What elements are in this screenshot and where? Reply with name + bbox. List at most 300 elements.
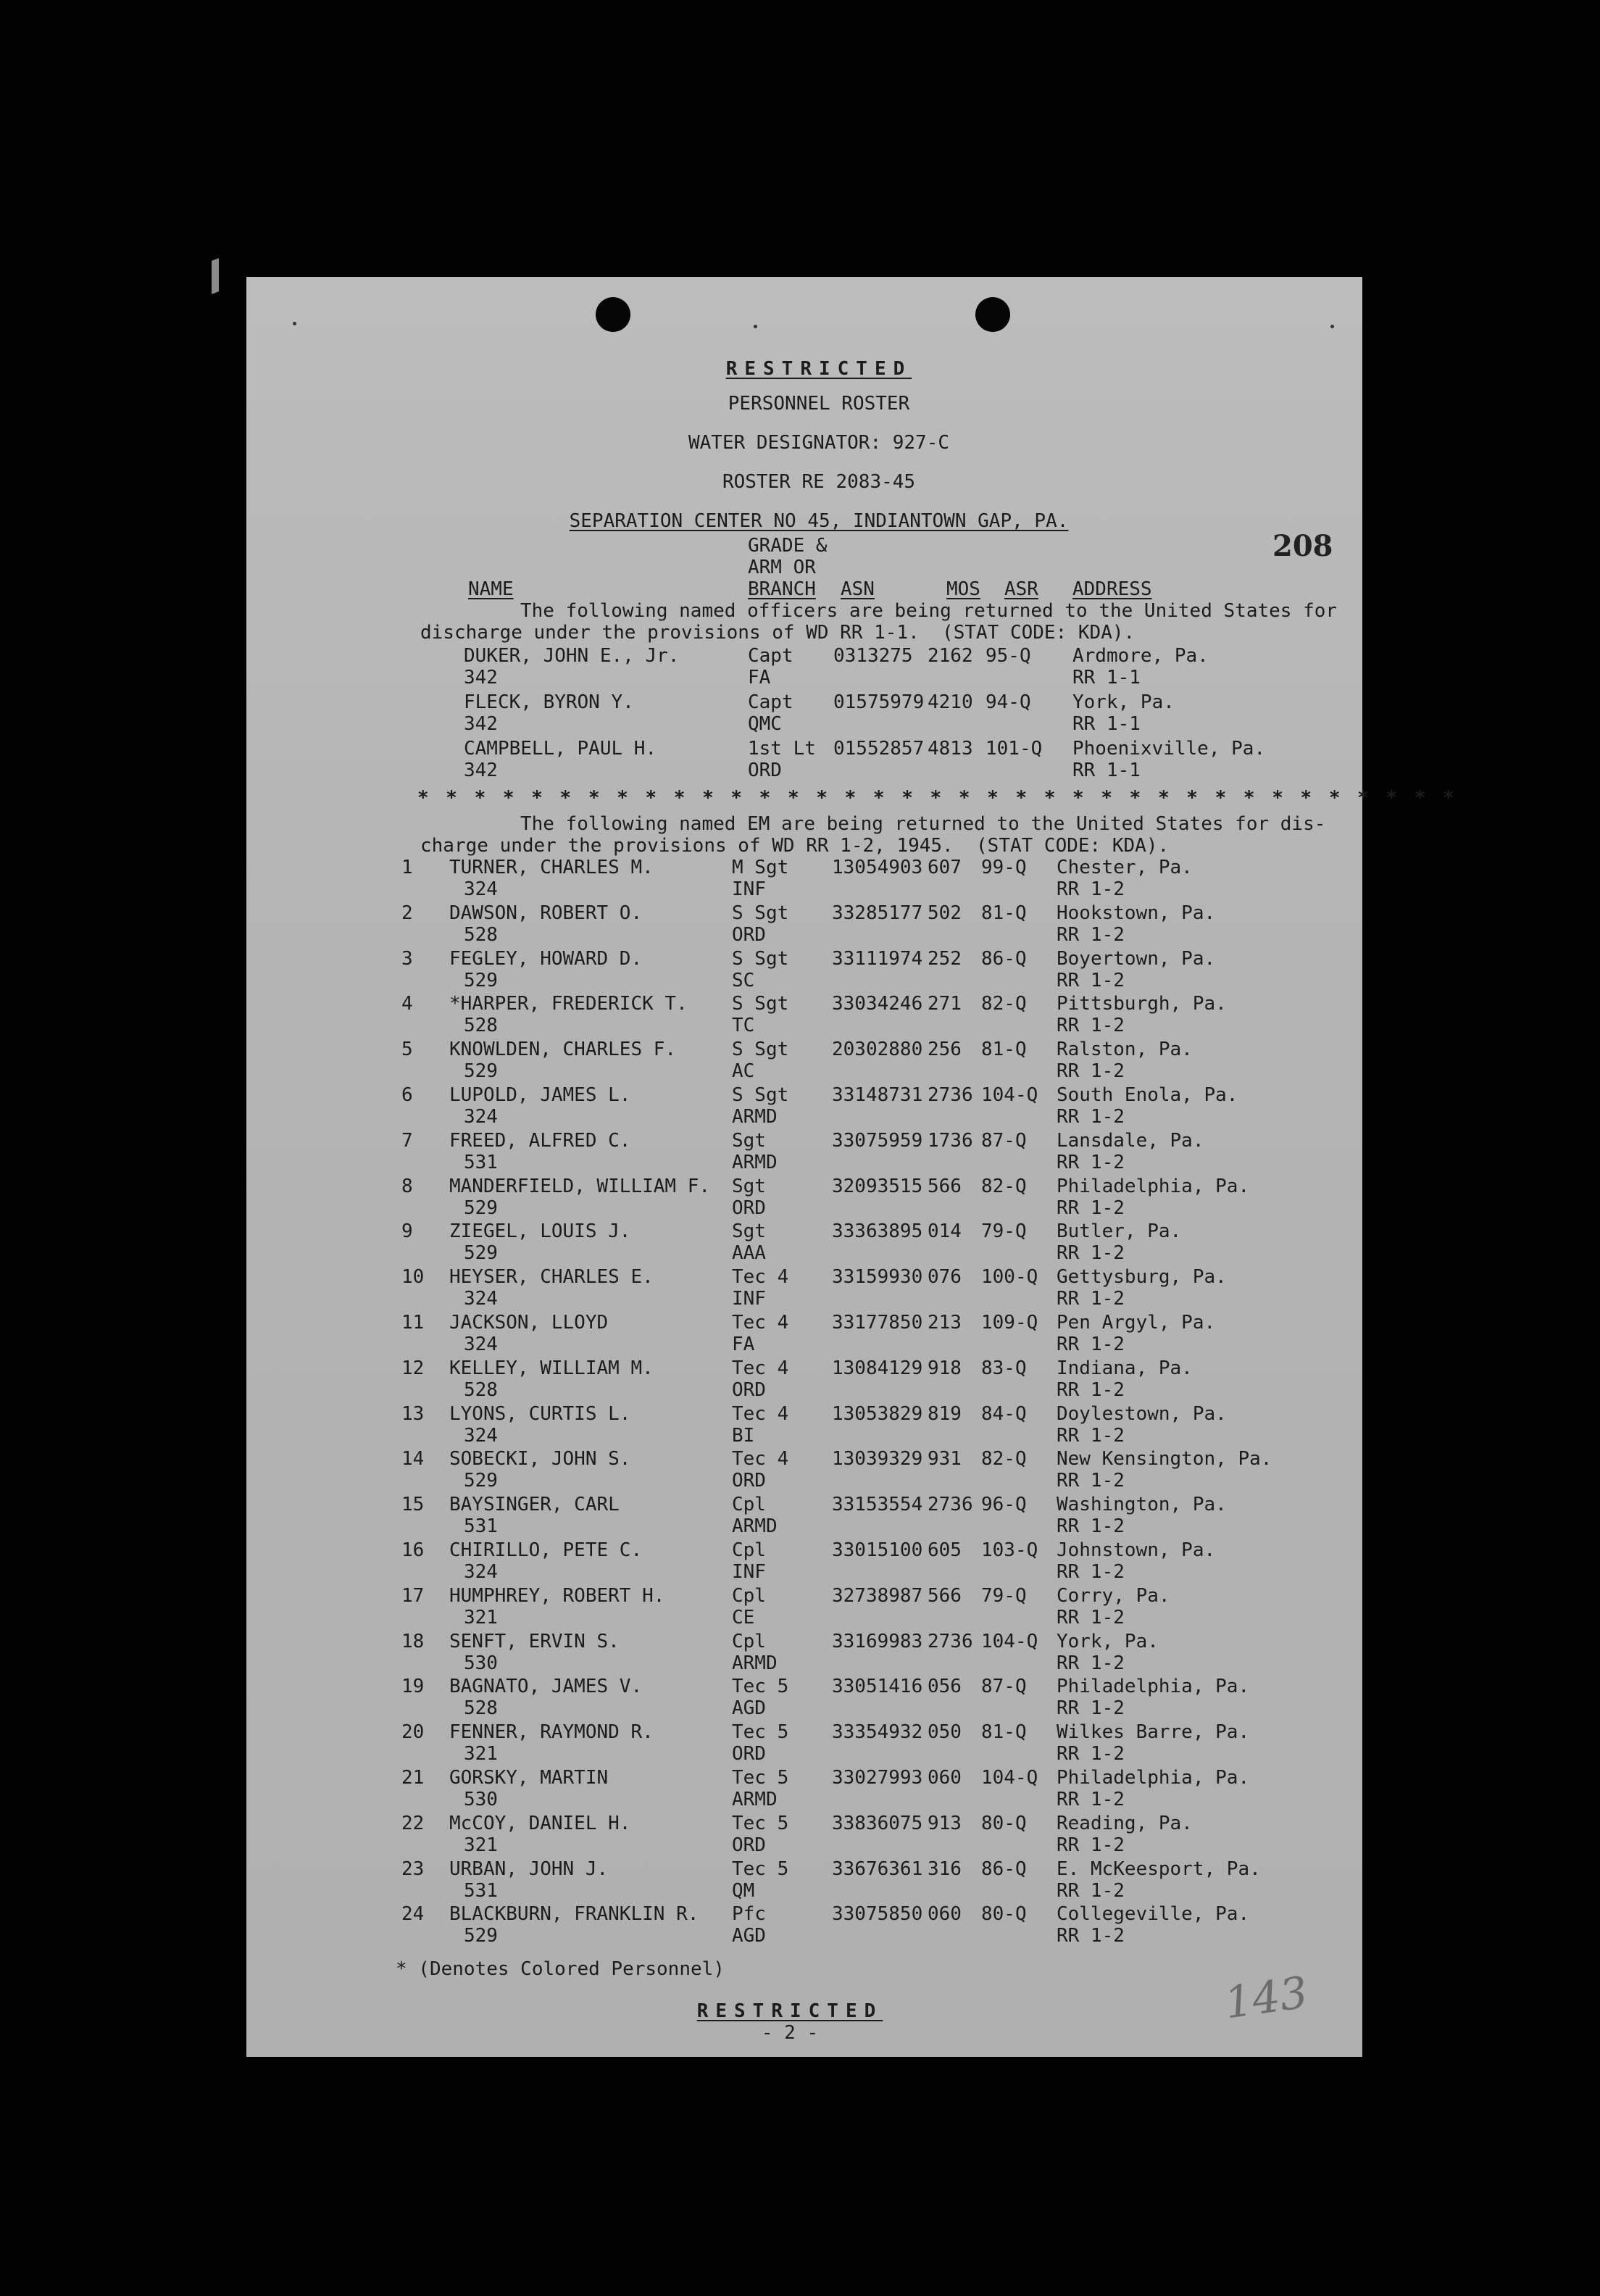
officer-mos: 4210 (928, 691, 973, 713)
enlisted-mos: 918 (928, 1357, 962, 1379)
speck (1330, 325, 1334, 328)
col-grade-line2: ARM OR (748, 557, 816, 578)
enlisted-mos: 607 (928, 857, 962, 878)
enlisted-branch: ARMD (732, 1652, 778, 1674)
enlisted-grade: M Sgt (732, 857, 789, 878)
enlisted-name: McCOY, DANIEL H. (449, 1812, 631, 1834)
enlisted-rr: RR 1-2 (1057, 878, 1125, 900)
enlisted-code: 324 (464, 1106, 498, 1128)
enlisted-rr: RR 1-2 (1057, 1697, 1125, 1720)
enlisted-rr: RR 1-2 (1057, 1470, 1125, 1492)
officer-mos: 2162 (928, 645, 973, 667)
enlisted-grade: Tec 5 (732, 1767, 789, 1789)
enlisted-branch: ARMD (732, 1106, 778, 1128)
enlisted-asn: 20302880 (832, 1039, 923, 1061)
enlisted-address: Washington, Pa. (1057, 1494, 1227, 1516)
enlisted-asr: 96-Q (981, 1494, 1027, 1516)
enlisted-branch: SC (732, 969, 755, 991)
enlisted-asn: 33159930 (832, 1266, 923, 1289)
officer-code: 342 (464, 760, 498, 781)
enlisted-row (246, 1084, 1362, 1131)
enlisted-row (246, 1312, 1362, 1358)
row-number: 23 (401, 1858, 425, 1880)
enlisted-row (246, 1357, 1362, 1404)
enlisted-code: 528 (464, 1378, 498, 1401)
enlisted-rr: RR 1-2 (1057, 1015, 1125, 1037)
enlisted-address: Wilkes Barre, Pa. (1057, 1721, 1250, 1744)
enlisted-name: GORSKY, MARTIN (449, 1767, 609, 1789)
enlisted-asr: 81-Q (981, 1721, 1027, 1744)
enlisted-branch: ORD (732, 1834, 766, 1856)
row-number: 6 (401, 1084, 413, 1106)
enlisted-branch: FA (732, 1334, 755, 1355)
restricted-footer: RESTRICTED (696, 2000, 883, 2022)
enlisted-address: Doylestown, Pa. (1057, 1402, 1227, 1425)
enlisted-mos: 014 (928, 1220, 962, 1243)
row-number: 8 (401, 1175, 413, 1197)
enlisted-branch: AAA (732, 1242, 766, 1265)
officers-intro-line1: The following named officers are being returned to the United States for (520, 600, 1338, 622)
enlisted-asn: 33285177 (832, 902, 923, 924)
enlisted-mos: 1736 (928, 1129, 973, 1152)
enlisted-row (246, 1721, 1362, 1768)
enlisted-code: 324 (464, 1334, 498, 1355)
enlisted-asn: 32738987 (832, 1584, 923, 1607)
officer-rr: RR 1-1 (1072, 667, 1141, 689)
enlisted-row (246, 1039, 1362, 1085)
enlisted-row (246, 1220, 1362, 1267)
enlisted-name: KELLEY, WILLIAM M. (449, 1357, 654, 1379)
enlisted-name: MANDERFIELD, WILLIAM F. (449, 1175, 711, 1197)
enlisted-row (246, 948, 1362, 994)
enlisted-asr: 104-Q (981, 1084, 1038, 1106)
enlisted-name: LYONS, CURTIS L. (449, 1402, 631, 1425)
enlisted-mos: 213 (928, 1312, 962, 1334)
enlisted-name: FENNER, RAYMOND R. (449, 1721, 654, 1744)
officer-address: York, Pa. (1072, 691, 1175, 713)
enlisted-name: DAWSON, ROBERT O. (449, 902, 643, 924)
officer-code: 342 (464, 667, 498, 689)
enlisted-address: Pen Argyl, Pa. (1057, 1312, 1216, 1334)
enlisted-rr: RR 1-2 (1057, 1197, 1125, 1219)
enlisted-row (246, 1176, 1362, 1222)
page-number: - 2 - (761, 2022, 819, 2044)
col-asr: ASR (1004, 578, 1038, 600)
enlisted-asn: 13039329 (832, 1448, 923, 1471)
row-number: 20 (401, 1721, 425, 1744)
enlisted-asr: 79-Q (981, 1584, 1027, 1607)
officers-intro-line2: discharge under the provisions of WD RR 1-1. (STAT CODE: KDA). (420, 622, 1136, 644)
enlisted-asn: 33836075 (832, 1812, 923, 1834)
enlisted-branch: TC (732, 1015, 755, 1037)
enlisted-mos: 050 (928, 1721, 962, 1744)
enlisted-address: E. McKeesport, Pa. (1057, 1858, 1261, 1880)
enlisted-grade: S Sgt (732, 1039, 789, 1061)
officer-address: Phoenixville, Pa. (1072, 738, 1266, 760)
enlisted-asn: 32093515 (832, 1175, 923, 1197)
row-number: 7 (401, 1129, 413, 1152)
enlisted-mos: 566 (928, 1584, 962, 1607)
enlisted-asn: 33111974 (832, 947, 923, 970)
enlisted-rr: RR 1-2 (1057, 1334, 1125, 1355)
enlisted-code: 529 (464, 969, 498, 991)
enlisted-address: Corry, Pa. (1057, 1584, 1170, 1607)
officer-mos: 4813 (928, 738, 973, 760)
row-number: 22 (401, 1812, 425, 1834)
enlisted-rr: RR 1-2 (1057, 1652, 1125, 1674)
enlisted-name: LUPOLD, JAMES L. (449, 1084, 631, 1106)
enlisted-mos: 271 (928, 993, 962, 1015)
enlisted-grade: Tec 4 (732, 1448, 789, 1471)
enlisted-branch: ARMD (732, 1515, 778, 1538)
enlisted-address: Hookstown, Pa. (1057, 902, 1216, 924)
enlisted-code: 531 (464, 1151, 498, 1173)
enlisted-asr: 81-Q (981, 902, 1027, 924)
enlisted-asr: 79-Q (981, 1220, 1027, 1243)
enlisted-rr: RR 1-2 (1057, 1515, 1125, 1538)
col-name: NAME (468, 578, 514, 600)
enlisted-mos: 060 (928, 1903, 962, 1926)
speck (754, 325, 757, 328)
enlisted-name: SENFT, ERVIN S. (449, 1630, 620, 1652)
enlisted-asr: 99-Q (981, 857, 1027, 878)
officer-name: FLECK, BYRON Y. (464, 691, 634, 713)
officer-asr: 101-Q (986, 738, 1043, 760)
enlisted-row (246, 1858, 1362, 1905)
enlisted-grade: Tec 4 (732, 1266, 789, 1289)
enlisted-address: New Kensington, Pa. (1057, 1448, 1272, 1471)
enlisted-name: HEYSER, CHARLES E. (449, 1266, 654, 1289)
enlisted-row (246, 1767, 1362, 1813)
enlisted-row (246, 1585, 1362, 1631)
enlisted-asn: 33075850 (832, 1903, 923, 1926)
enlisted-asr: 103-Q (981, 1539, 1038, 1561)
enlisted-asr: 80-Q (981, 1903, 1027, 1926)
em-intro-line1: The following named EM are being returned to the United States for dis- (520, 813, 1326, 835)
enlisted-mos: 252 (928, 947, 962, 970)
enlisted-rr: RR 1-2 (1057, 1242, 1125, 1265)
officer-branch: FA (748, 667, 771, 689)
officer-rr: RR 1-1 (1072, 760, 1141, 781)
row-number: 15 (401, 1494, 425, 1516)
enlisted-asn: 13053829 (832, 1402, 923, 1425)
row-number: 10 (401, 1266, 425, 1289)
enlisted-branch: ORD (732, 1470, 766, 1492)
enlisted-grade: S Sgt (732, 993, 789, 1015)
enlisted-address: Gettysburg, Pa. (1057, 1266, 1227, 1289)
enlisted-mos: 060 (928, 1767, 962, 1789)
officer-address: Ardmore, Pa. (1072, 645, 1209, 667)
enlisted-grade: Tec 4 (732, 1312, 789, 1334)
enlisted-asn: 33177850 (832, 1312, 923, 1334)
enlisted-branch: CE (732, 1606, 755, 1629)
officer-asn: 01575979 (833, 691, 925, 713)
col-mos: MOS (946, 578, 980, 600)
water-designator: WATER DESIGNATOR: 927-C (688, 432, 950, 454)
enlisted-name: URBAN, JOHN J. (449, 1858, 609, 1880)
enlisted-asr: 80-Q (981, 1812, 1027, 1834)
enlisted-branch: ORD (732, 1197, 766, 1219)
col-address: ADDRESS (1072, 578, 1152, 600)
officer-rr: RR 1-1 (1072, 713, 1141, 735)
enlisted-mos: 056 (928, 1676, 962, 1698)
enlisted-mos: 502 (928, 902, 962, 924)
enlisted-address: South Enola, Pa. (1057, 1084, 1238, 1106)
enlisted-asr: 86-Q (981, 947, 1027, 970)
edge-mark (212, 258, 219, 294)
enlisted-grade: Sgt (732, 1129, 766, 1152)
col-asn: ASN (841, 578, 875, 600)
enlisted-address: Philadelphia, Pa. (1057, 1676, 1250, 1698)
row-number: 2 (401, 902, 413, 924)
enlisted-branch: ORD (732, 1378, 766, 1401)
enlisted-address: Collegeville, Pa. (1057, 1903, 1250, 1926)
enlisted-grade: Tec 4 (732, 1402, 789, 1425)
enlisted-asr: 109-Q (981, 1312, 1038, 1334)
enlisted-asn: 33034246 (832, 993, 923, 1015)
enlisted-mos: 2736 (928, 1630, 973, 1652)
roster-number: ROSTER RE 2083-45 (722, 471, 916, 493)
enlisted-rr: RR 1-2 (1057, 1151, 1125, 1173)
row-number: 4 (401, 993, 413, 1015)
enlisted-name: HUMPHREY, ROBERT H. (449, 1584, 665, 1607)
enlisted-grade: Cpl (732, 1539, 766, 1561)
enlisted-code: 528 (464, 1015, 498, 1037)
enlisted-rr: RR 1-2 (1057, 1606, 1125, 1629)
row-number: 21 (401, 1767, 425, 1789)
enlisted-row (246, 1494, 1362, 1540)
enlisted-address: Lansdale, Pa. (1057, 1129, 1204, 1152)
punch-hole-right (975, 297, 1010, 332)
enlisted-grade: Tec 5 (732, 1721, 789, 1744)
enlisted-grade: Pfc (732, 1903, 766, 1926)
enlisted-asr: 82-Q (981, 1175, 1027, 1197)
enlisted-mos: 2736 (928, 1494, 973, 1516)
officer-asr: 95-Q (986, 645, 1031, 667)
enlisted-rr: RR 1-2 (1057, 1288, 1125, 1310)
section-separator: * * * * * * * * * * * * * * * * * * * * * * * * * * * * * * * * * * * * * (417, 787, 1457, 809)
enlisted-mos: 913 (928, 1812, 962, 1834)
enlisted-grade: Tec 4 (732, 1357, 789, 1379)
enlisted-code: 324 (464, 1424, 498, 1447)
enlisted-branch: AC (732, 1060, 755, 1083)
enlisted-address: Chester, Pa. (1057, 857, 1193, 878)
enlisted-asr: 104-Q (981, 1767, 1038, 1789)
enlisted-rr: RR 1-2 (1057, 1879, 1125, 1902)
officer-branch: QMC (748, 713, 782, 735)
row-number: 5 (401, 1039, 413, 1061)
enlisted-rr: RR 1-2 (1057, 1834, 1125, 1856)
enlisted-code: 324 (464, 1561, 498, 1583)
enlisted-code: 324 (464, 1288, 498, 1310)
enlisted-asr: 87-Q (981, 1676, 1027, 1698)
enlisted-mos: 566 (928, 1175, 962, 1197)
enlisted-grade: Sgt (732, 1220, 766, 1243)
enlisted-grade: Tec 5 (732, 1858, 789, 1880)
enlisted-branch: ARMD (732, 1151, 778, 1173)
row-number: 24 (401, 1903, 425, 1926)
enlisted-code: 321 (464, 1834, 498, 1856)
enlisted-rr: RR 1-2 (1057, 1060, 1125, 1083)
officer-grade: Capt (748, 645, 793, 667)
enlisted-code: 528 (464, 923, 498, 946)
enlisted-row (246, 1130, 1362, 1176)
enlisted-grade: Cpl (732, 1494, 766, 1516)
colored-personnel-note: * (Denotes Colored Personnel) (396, 1958, 725, 1980)
enlisted-name: BAGNATO, JAMES V. (449, 1676, 643, 1698)
enlisted-name: FEGLEY, HOWARD D. (449, 947, 643, 970)
handwritten-note: 143 (1221, 1967, 1311, 2029)
officer-row (246, 645, 1362, 691)
enlisted-grade: Tec 5 (732, 1676, 789, 1698)
enlisted-code: 528 (464, 1697, 498, 1720)
enlisted-rr: RR 1-2 (1057, 1925, 1125, 1947)
enlisted-grade: Cpl (732, 1584, 766, 1607)
enlisted-asr: 82-Q (981, 993, 1027, 1015)
officer-asn: 01552857 (833, 738, 925, 760)
row-number: 9 (401, 1220, 413, 1243)
enlisted-asr: 100-Q (981, 1266, 1038, 1289)
enlisted-address: Pittsburgh, Pa. (1057, 993, 1227, 1015)
enlisted-address: York, Pa. (1057, 1630, 1159, 1652)
enlisted-branch: ARMD (732, 1789, 778, 1810)
enlisted-mos: 076 (928, 1266, 962, 1289)
enlisted-asr: 82-Q (981, 1448, 1027, 1471)
enlisted-asn: 33075959 (832, 1129, 923, 1152)
enlisted-row (246, 1266, 1362, 1313)
enlisted-name: BLACKBURN, FRANKLIN R. (449, 1903, 699, 1926)
em-intro-line2: charge under the provisions of WD RR 1-2, 1945. (STAT CODE: KDA). (420, 835, 1170, 857)
enlisted-branch: INF (732, 1288, 766, 1310)
enlisted-mos: 2736 (928, 1084, 973, 1106)
officer-grade: Capt (748, 691, 793, 713)
enlisted-grade: S Sgt (732, 902, 789, 924)
enlisted-mos: 819 (928, 1402, 962, 1425)
roster-page (246, 277, 1457, 2057)
enlisted-rr: RR 1-2 (1057, 1789, 1125, 1810)
enlisted-mos: 605 (928, 1539, 962, 1561)
enlisted-branch: AGD (732, 1925, 766, 1947)
officer-asn: 0313275 (833, 645, 913, 667)
enlisted-grade: S Sgt (732, 1084, 789, 1106)
enlisted-code: 324 (464, 878, 498, 900)
enlisted-mos: 931 (928, 1448, 962, 1471)
enlisted-address: Johnstown, Pa. (1057, 1539, 1216, 1561)
document-title: PERSONNEL ROSTER (728, 393, 910, 415)
enlisted-asn: 33148731 (832, 1084, 923, 1106)
enlisted-rr: RR 1-2 (1057, 1561, 1125, 1583)
enlisted-asn: 33153554 (832, 1494, 923, 1516)
enlisted-asn: 33169983 (832, 1630, 923, 1652)
enlisted-asn: 33015100 (832, 1539, 923, 1561)
enlisted-name: FREED, ALFRED C. (449, 1129, 631, 1152)
enlisted-code: 529 (464, 1470, 498, 1492)
row-number: 1 (401, 857, 413, 878)
enlisted-asr: 86-Q (981, 1858, 1027, 1880)
separation-center: SEPARATION CENTER NO 45, INDIANTOWN GAP, PA. (569, 510, 1069, 532)
enlisted-grade: Sgt (732, 1175, 766, 1197)
enlisted-code: 321 (464, 1743, 498, 1765)
enlisted-mos: 256 (928, 1039, 962, 1061)
enlisted-row (246, 993, 1362, 1039)
enlisted-branch: INF (732, 878, 766, 900)
enlisted-address: Boyertown, Pa. (1057, 947, 1216, 970)
enlisted-address: Ralston, Pa. (1057, 1039, 1193, 1061)
enlisted-code: 529 (464, 1242, 498, 1265)
enlisted-asn: 33027993 (832, 1767, 923, 1789)
page-stamp: 208 (1272, 529, 1333, 563)
enlisted-name: *HARPER, FREDERICK T. (449, 993, 688, 1015)
officer-grade: 1st Lt (748, 738, 816, 760)
enlisted-code: 531 (464, 1515, 498, 1538)
enlisted-branch: AGD (732, 1697, 766, 1720)
enlisted-rr: RR 1-2 (1057, 1743, 1125, 1765)
enlisted-code: 530 (464, 1652, 498, 1674)
officer-branch: ORD (748, 760, 782, 781)
enlisted-name: SOBECKI, JOHN S. (449, 1448, 631, 1471)
enlisted-name: BAYSINGER, CARL (449, 1494, 620, 1516)
enlisted-row (246, 1403, 1362, 1449)
enlisted-asn: 33363895 (832, 1220, 923, 1243)
enlisted-row (246, 857, 1362, 903)
enlisted-row (246, 1448, 1362, 1494)
row-number: 17 (401, 1584, 425, 1607)
enlisted-branch: BI (732, 1424, 755, 1447)
enlisted-row (246, 1813, 1362, 1859)
enlisted-grade: Cpl (732, 1630, 766, 1652)
enlisted-asr: 83-Q (981, 1357, 1027, 1379)
row-number: 16 (401, 1539, 425, 1561)
row-number: 3 (401, 947, 413, 970)
enlisted-row (246, 1631, 1362, 1677)
enlisted-name: ZIEGEL, LOUIS J. (449, 1220, 631, 1243)
enlisted-asr: 81-Q (981, 1039, 1027, 1061)
officer-row (246, 738, 1362, 784)
enlisted-grade: S Sgt (732, 947, 789, 970)
enlisted-row (246, 1539, 1362, 1586)
row-number: 18 (401, 1630, 425, 1652)
enlisted-code: 529 (464, 1060, 498, 1083)
enlisted-name: JACKSON, LLOYD (449, 1312, 609, 1334)
officer-row (246, 691, 1362, 738)
row-number: 19 (401, 1676, 425, 1698)
row-number: 14 (401, 1448, 425, 1471)
enlisted-asn: 33676361 (832, 1858, 923, 1880)
officer-name: CAMPBELL, PAUL H. (464, 738, 657, 760)
enlisted-rr: RR 1-2 (1057, 923, 1125, 946)
officer-name: DUKER, JOHN E., Jr. (464, 645, 680, 667)
enlisted-asr: 104-Q (981, 1630, 1038, 1652)
enlisted-row (246, 1676, 1362, 1722)
col-grade-line1: GRADE & (748, 535, 828, 557)
officer-code: 342 (464, 713, 498, 735)
enlisted-asr: 84-Q (981, 1402, 1027, 1425)
enlisted-address: Philadelphia, Pa. (1057, 1767, 1250, 1789)
enlisted-branch: INF (732, 1561, 766, 1583)
enlisted-code: 529 (464, 1925, 498, 1947)
enlisted-rr: RR 1-2 (1057, 1378, 1125, 1401)
restricted-header: RESTRICTED (725, 358, 912, 380)
enlisted-asn: 33354932 (832, 1721, 923, 1744)
enlisted-name: TURNER, CHARLES M. (449, 857, 654, 878)
enlisted-code: 529 (464, 1197, 498, 1219)
enlisted-code: 531 (464, 1879, 498, 1902)
punch-hole-left (596, 297, 630, 332)
enlisted-grade: Tec 5 (732, 1812, 789, 1834)
enlisted-address: Philadelphia, Pa. (1057, 1175, 1250, 1197)
enlisted-rr: RR 1-2 (1057, 1424, 1125, 1447)
enlisted-name: CHIRILLO, PETE C. (449, 1539, 643, 1561)
